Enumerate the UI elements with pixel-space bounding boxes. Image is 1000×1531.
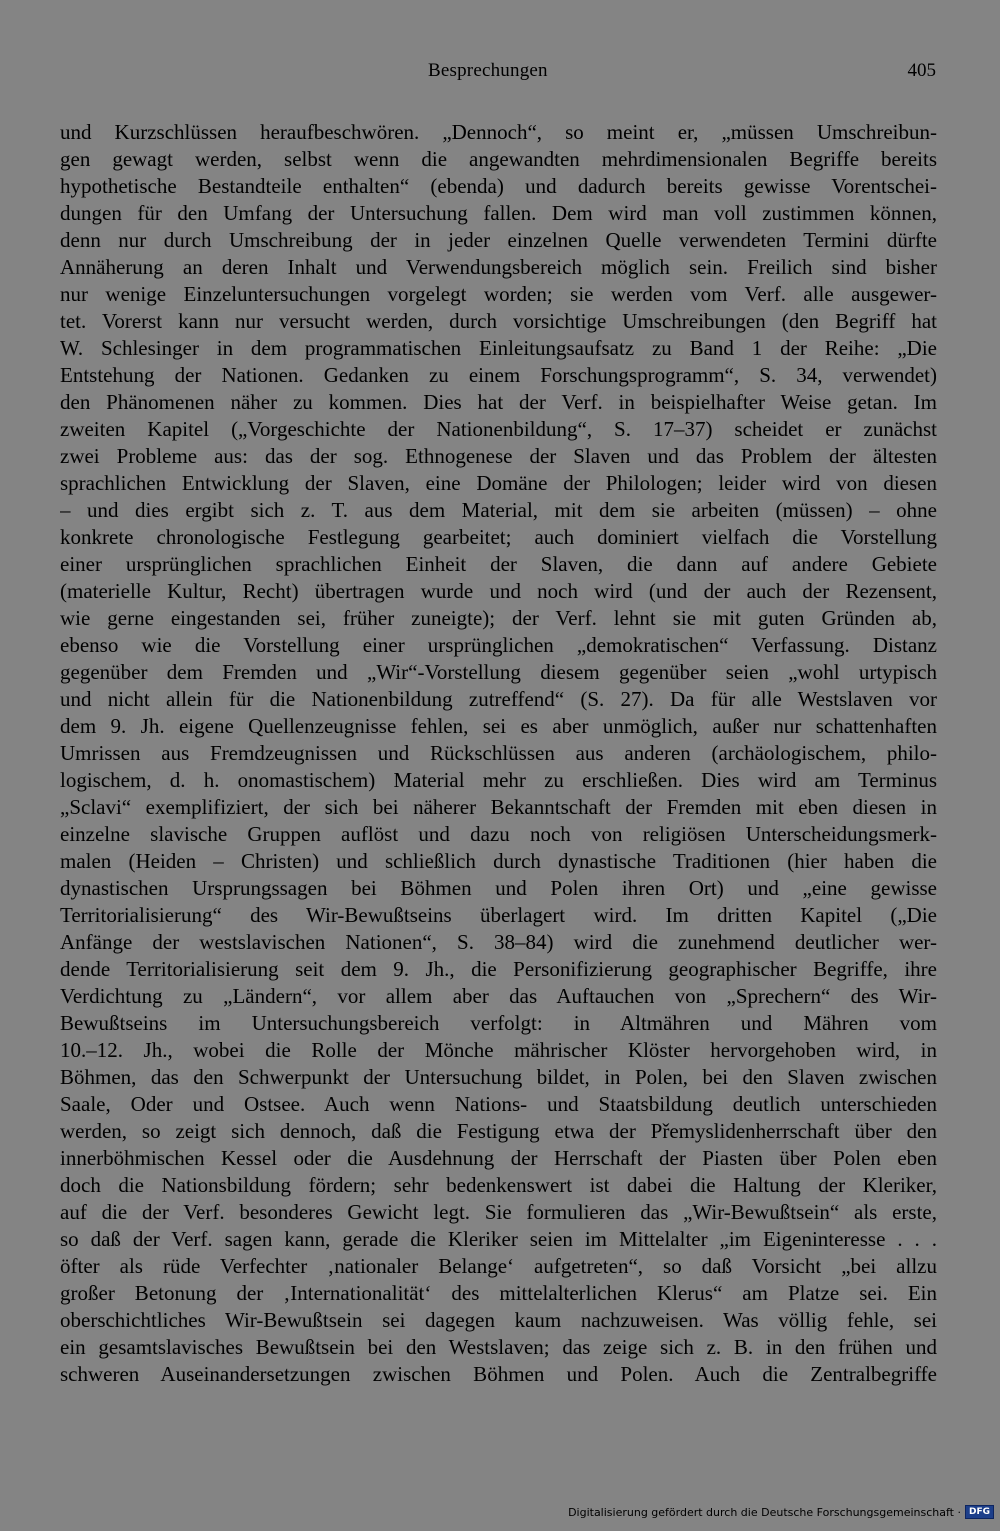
text-line: wie gerne eingestanden sei, früher zuneigte); der Verf. lehnt sie mit guten Gründen ab, [60, 606, 937, 630]
digitization-credit [568, 1505, 994, 1519]
text-line: hypothetische Bestandteile enthalten“ (ebenda) und dadurch bereits gewisse Vorentschei- [60, 174, 937, 198]
text-line: konkrete chronologische Festlegung gearbeitet; auch dominiert vielfach die Vorstellung [60, 525, 937, 549]
text-line: W. Schlesinger in dem programmatischen Einleitungsaufsatz zu Band 1 der Reihe: „Die [60, 336, 937, 360]
text-line: den Phänomenen näher zu kommen. Dies hat der Verf. in beispielhafter Weise getan. Im [60, 390, 937, 414]
text-line: 10.–12. Jh., wobei die Rolle der Mönche mährischer Klöster hervorgehoben wird, in [60, 1038, 937, 1062]
dfg-logo: DFG [965, 1505, 994, 1519]
text-line: sprachlichen Entwicklung der Slaven, eine Domäne der Philologen; leider wird von diesen [60, 471, 937, 495]
text-line: denn nur durch Umschreibung der in jeder einzelnen Quelle verwendeten Termini dürfte [60, 228, 937, 252]
text-line: zweiten Kapitel („Vorgeschichte der Nationenbildung“, S. 17–37) scheidet er zunächst [60, 417, 937, 441]
text-line: Verdichtung zu „Ländern“, vor allem aber das Auftauchen von „Sprechern“ des Wir- [60, 984, 937, 1008]
text-line: gegenüber dem Fremden und „Wir“-Vorstellung diesem gegenüber seien „wohl urtypisch [60, 660, 937, 684]
text-line: dende Territorialisierung seit dem 9. Jh., die Personifizierung geographischer Begriffe, ihre [60, 957, 937, 981]
text-line: öfter als rüde Verfechter ‚nationaler Belange‘ aufgetreten“, so daß Vorsicht „bei allzu [60, 1254, 937, 1278]
text-line: doch die Nationsbildung fördern; sehr bedenkenswert ist dabei die Haltung der Kleriker, [60, 1173, 937, 1197]
page-number: 405 [907, 60, 936, 81]
text-line: und Kurzschlüssen heraufbeschwören. „Dennoch“, so meint er, „müssen Umschreibun- [60, 120, 937, 144]
text-line: einzelne slavische Gruppen auflöst und dazu noch von religiösen Unterscheidungsmerk- [60, 822, 937, 846]
text-line: tet. Vorerst kann nur versucht werden, durch vorsichtige Umschreibungen (den Begriff hat [60, 309, 937, 333]
running-head: Besprechungen [428, 60, 548, 81]
text-line: Umrissen aus Fremdzeugnissen und Rückschlüssen aus anderen (archäologischem, philo- [60, 741, 937, 765]
text-line: gen gewagt werden, selbst wenn die angewandten mehrdimensionalen Begriffe bereits [60, 147, 937, 171]
text-line: Böhmen, das den Schwerpunkt der Untersuchung bildet, in Polen, bei den Slaven zwischen [60, 1065, 937, 1089]
text-line: Entstehung der Nationen. Gedanken zu einem Forschungsprogramm“, S. 34, verwendet) [60, 363, 937, 387]
text-line: Anfänge der westslavischen Nationen“, S. 38–84) wird die zunehmend deutlicher wer- [60, 930, 937, 954]
text-line: oberschichtliches Wir-Bewußtsein sei dagegen kaum nachzuweisen. Was völlig fehle, sei [60, 1308, 937, 1332]
text-line: großer Betonung der ‚Internationalität‘ des mittelalterlichen Klerus“ am Platze sei. Ein [60, 1281, 937, 1305]
text-line: innerböhmischen Kessel oder die Ausdehnung der Herrschaft der Piasten über Polen eben [60, 1146, 937, 1170]
text-line: so daß der Verf. sagen kann, gerade die Kleriker seien im Mittelalter „im Eigeninteresse . . . [60, 1227, 937, 1251]
text-line: dynastischen Ursprungssagen bei Böhmen und Polen ihren Ort) und „eine gewisse [60, 876, 937, 900]
text-line: Saale, Oder und Ostsee. Auch wenn Nations- und Staatsbildung deutlich unterschieden [60, 1092, 937, 1116]
text-line: einer ursprünglichen sprachlichen Einheit der Slaven, die dann auf andere Gebiete [60, 552, 937, 576]
text-line: ein gesamtslavisches Bewußtsein bei den Westslaven; das zeige sich z. B. in den frühen und [60, 1335, 937, 1359]
text-line: werden, so zeigt sich dennoch, daß die Festigung etwa der Přemyslidenherrschaft über den [60, 1119, 937, 1143]
text-line: zwei Probleme aus: das der sog. Ethnogenese der Slaven und das Problem der ältesten [60, 444, 937, 468]
text-line: auf die der Verf. besonderes Gewicht legt. Sie formulieren das „Wir-Bewußtsein“ als erste, [60, 1200, 937, 1224]
body-paragraph [60, 119, 937, 1388]
text-line: und nicht allein für die Nationenbildung zutreffend“ (S. 27). Da für alle Westslaven vor [60, 687, 937, 711]
credit-text: Digitalisierung gefördert durch die Deutsche Forschungsgemeinschaft · [568, 1505, 961, 1519]
text-line: – und dies ergibt sich z. T. aus dem Material, mit dem sie arbeiten (müssen) – ohne [60, 498, 937, 522]
text-line: Territorialisierung“ des Wir-Bewußtseins überlagert wird. Im dritten Kapitel („Die [60, 903, 937, 927]
text-line: „Sclavi“ exemplifiziert, der sich bei näherer Bekanntschaft der Fremden mit eben diesen in [60, 795, 937, 819]
text-line: dem 9. Jh. eigene Quellenzeugnisse fehlen, sei es aber unmöglich, außer nur schattenhaften [60, 714, 937, 738]
text-line: dungen für den Umfang der Untersuchung fallen. Dem wird man voll zustimmen können, [60, 201, 937, 225]
text-line: ebenso wie die Vorstellung einer ursprünglichen „demokratischen“ Verfassung. Distanz [60, 633, 937, 657]
text-line: malen (Heiden – Christen) und schließlich durch dynastische Traditionen (hier haben die [60, 849, 937, 873]
text-line: logischem, d. h. onomastischem) Material mehr zu erschließen. Dies wird am Terminus [60, 768, 937, 792]
text-line: schweren Auseinandersetzungen zwischen Böhmen und Polen. Auch die Zentralbegriffe [60, 1362, 937, 1386]
text-line: nur wenige Einzeluntersuchungen vorgelegt worden; sie werden vom Verf. alle ausgewer- [60, 282, 937, 306]
text-line: Bewußtseins im Untersuchungsbereich verfolgt: in Altmähren und Mähren vom [60, 1011, 937, 1035]
text-line: Annäherung an deren Inhalt und Verwendungsbereich möglich sein. Freilich sind bisher [60, 255, 937, 279]
text-line: (materielle Kultur, Recht) übertragen wurde und noch wird (und der auch der Rezensent, [60, 579, 937, 603]
